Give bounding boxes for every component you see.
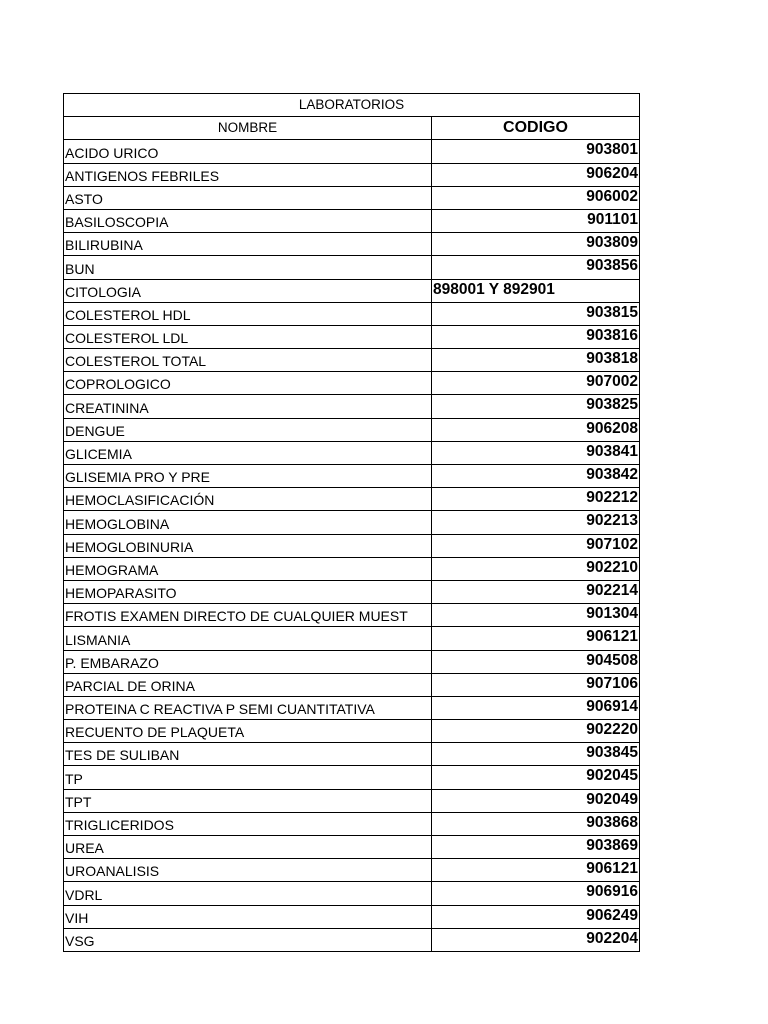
lab-name-cell: ASTO [64, 186, 432, 209]
table-row [64, 604, 640, 627]
lab-code-cell: 902210 [432, 557, 640, 580]
table-row [64, 186, 640, 209]
lab-name-cell: COPROLOGICO [64, 372, 432, 395]
lab-code-cell: 907106 [432, 673, 640, 696]
lab-code-cell: 903816 [432, 325, 640, 348]
lab-code-cell: 906208 [432, 418, 640, 441]
lab-name-cell: GLISEMIA PRO Y PRE [64, 465, 432, 488]
lab-code-cell: 906204 [432, 163, 640, 186]
lab-name-cell: GLICEMIA [64, 441, 432, 464]
lab-name-cell: FROTIS EXAMEN DIRECTO DE CUALQUIER MUEST [64, 604, 432, 627]
table-row [64, 140, 640, 163]
lab-code-cell: 906914 [432, 696, 640, 719]
lab-name-cell: UREA [64, 836, 432, 859]
lab-name-cell: TPT [64, 789, 432, 812]
table-row [64, 302, 640, 325]
table-row [64, 905, 640, 928]
table-row [64, 233, 640, 256]
lab-code-cell: 902204 [432, 928, 640, 951]
lab-code-cell: 903825 [432, 395, 640, 418]
lab-name-cell: BILIRUBINA [64, 233, 432, 256]
table-row [64, 349, 640, 372]
lab-name-cell: TRIGLICERIDOS [64, 812, 432, 835]
table-row [64, 534, 640, 557]
table-row [64, 557, 640, 580]
table-row [64, 256, 640, 279]
table-title: LABORATORIOS [64, 94, 640, 117]
lab-code-cell: 903818 [432, 349, 640, 372]
lab-name-cell: PROTEINA C REACTIVA P SEMI CUANTITATIVA [64, 696, 432, 719]
table-row [64, 511, 640, 534]
table-row [64, 766, 640, 789]
lab-name-cell: CREATININA [64, 395, 432, 418]
lab-code-cell: 903845 [432, 743, 640, 766]
lab-name-cell: TES DE SULIBAN [64, 743, 432, 766]
table-row [64, 928, 640, 951]
lab-name-cell: COLESTEROL LDL [64, 325, 432, 348]
lab-code-cell: 902214 [432, 580, 640, 603]
table-row [64, 325, 640, 348]
lab-code-cell: 901304 [432, 604, 640, 627]
lab-name-cell: ACIDO URICO [64, 140, 432, 163]
lab-name-cell: TP [64, 766, 432, 789]
header-nombre: NOMBRE [64, 117, 432, 140]
title-row [64, 94, 640, 117]
lab-code-cell: 907002 [432, 372, 640, 395]
lab-code-cell: 903801 [432, 140, 640, 163]
table-row [64, 465, 640, 488]
laboratorios-table [63, 93, 640, 952]
table-row [64, 627, 640, 650]
table-row [64, 859, 640, 882]
lab-code-cell: 902049 [432, 789, 640, 812]
lab-code-cell: 906916 [432, 882, 640, 905]
table-row [64, 580, 640, 603]
lab-name-cell: BASILOSCOPIA [64, 209, 432, 232]
table-row [64, 372, 640, 395]
lab-code-cell: 903869 [432, 836, 640, 859]
lab-name-cell: HEMOCLASIFICACIÓN [64, 488, 432, 511]
table-row [64, 441, 640, 464]
table-row [64, 209, 640, 232]
lab-code-cell: 902212 [432, 488, 640, 511]
lab-code-cell: 903809 [432, 233, 640, 256]
lab-name-cell: COLESTEROL HDL [64, 302, 432, 325]
lab-name-cell: VDRL [64, 882, 432, 905]
lab-code-cell: 903856 [432, 256, 640, 279]
lab-code-cell: 904508 [432, 650, 640, 673]
table-body [64, 94, 640, 952]
table-row [64, 673, 640, 696]
table-row [64, 163, 640, 186]
lab-name-cell: VSG [64, 928, 432, 951]
lab-code-cell: 903815 [432, 302, 640, 325]
lab-name-cell: HEMOGLOBINURIA [64, 534, 432, 557]
lab-name-cell: DENGUE [64, 418, 432, 441]
lab-code-cell: 902220 [432, 720, 640, 743]
lab-name-cell: ANTIGENOS FEBRILES [64, 163, 432, 186]
table-row [64, 696, 640, 719]
lab-name-cell: COLESTEROL TOTAL [64, 349, 432, 372]
header-codigo: CODIGO [432, 117, 640, 140]
table-row [64, 279, 640, 302]
table-row [64, 789, 640, 812]
table-row [64, 720, 640, 743]
table-row [64, 418, 640, 441]
table-row [64, 395, 640, 418]
lab-code-cell: 907102 [432, 534, 640, 557]
lab-code-cell: 898001 Y 892901 [432, 279, 640, 302]
lab-name-cell: P. EMBARAZO [64, 650, 432, 673]
lab-code-cell: 906121 [432, 627, 640, 650]
lab-code-cell: 903841 [432, 441, 640, 464]
lab-code-cell: 903842 [432, 465, 640, 488]
lab-name-cell: HEMOGLOBINA [64, 511, 432, 534]
lab-code-cell: 903868 [432, 812, 640, 835]
lab-code-cell: 906002 [432, 186, 640, 209]
lab-code-cell: 902045 [432, 766, 640, 789]
lab-name-cell: HEMOGRAMA [64, 557, 432, 580]
lab-name-cell: HEMOPARASITO [64, 580, 432, 603]
lab-name-cell: VIH [64, 905, 432, 928]
lab-code-cell: 902213 [432, 511, 640, 534]
table-row [64, 882, 640, 905]
lab-code-cell: 906121 [432, 859, 640, 882]
lab-name-cell: UROANALISIS [64, 859, 432, 882]
table-row [64, 743, 640, 766]
lab-code-cell: 901101 [432, 209, 640, 232]
lab-name-cell: BUN [64, 256, 432, 279]
lab-name-cell: LISMANIA [64, 627, 432, 650]
lab-name-cell: RECUENTO DE PLAQUETA [64, 720, 432, 743]
lab-name-cell: CITOLOGIA [64, 279, 432, 302]
table-row [64, 488, 640, 511]
table-row [64, 812, 640, 835]
table-row [64, 650, 640, 673]
lab-code-cell: 906249 [432, 905, 640, 928]
table-row [64, 836, 640, 859]
lab-name-cell: PARCIAL DE ORINA [64, 673, 432, 696]
header-row [64, 117, 640, 140]
